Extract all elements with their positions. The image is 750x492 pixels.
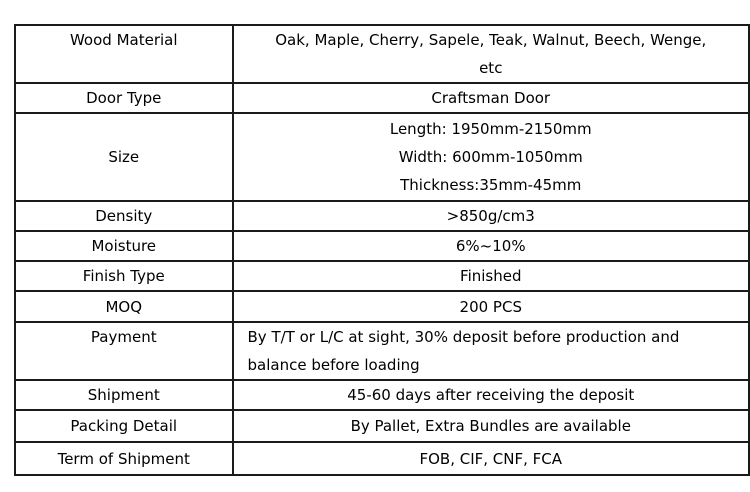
- spec-table-body: [15, 25, 749, 475]
- spec-value-term-of-shipment: [233, 442, 749, 475]
- spec-label-density: Density: [15, 201, 233, 231]
- table-row-finish-type: [15, 261, 749, 291]
- table-row-density: [15, 201, 749, 231]
- spec-value-line: Oak, Maple, Cherry, Sapele, Teak, Walnut, Beech, Wenge,: [275, 31, 707, 49]
- spec-label-shipment: Shipment: [15, 380, 233, 410]
- table-row-moisture: [15, 231, 749, 261]
- spec-value-payment: [233, 322, 749, 380]
- table-row-moq: [15, 291, 749, 322]
- spec-value-moq: [233, 291, 749, 322]
- spec-value-line: By Pallet, Extra Bundles are available: [350, 417, 631, 435]
- table-row-packing-detail: [15, 410, 749, 442]
- table-row-size: [15, 113, 749, 201]
- spec-value-finish-type: [233, 261, 749, 291]
- spec-value-line: Width: 600mm-1050mm: [398, 148, 583, 166]
- table-row-wood-material: [15, 25, 749, 83]
- spec-label-size: Size: [15, 113, 233, 201]
- spec-label-payment: Payment: [15, 322, 233, 380]
- spec-value-line: 45-60 days after receiving the deposit: [347, 386, 635, 404]
- spec-value-line: balance before loading: [247, 356, 420, 374]
- spec-value-wood-material: [233, 25, 749, 83]
- spec-value-density: [233, 201, 749, 231]
- spec-value-line: Length: 1950mm-2150mm: [389, 120, 592, 138]
- spec-label-moisture: Moisture: [15, 231, 233, 261]
- spec-value-line: FOB, CIF, CNF, FCA: [419, 449, 563, 468]
- spec-value-line: 200 PCS: [459, 297, 522, 316]
- table-row-door-type: [15, 83, 749, 113]
- spec-value-line: By T/T or L/C at sight, 30% deposit before production and: [247, 328, 680, 346]
- spec-label-wood-material: Wood Material: [15, 25, 233, 83]
- spec-value-moisture: [233, 231, 749, 261]
- spec-value-size: [233, 113, 749, 201]
- spec-value-line: etc: [479, 59, 503, 77]
- table-row-payment: [15, 322, 749, 380]
- spec-value-shipment: [233, 380, 749, 410]
- spec-value-packing-detail: [233, 410, 749, 442]
- spec-value-door-type: [233, 83, 749, 113]
- spec-value-line: Craftsman Door: [431, 89, 551, 107]
- spec-value-line: >850g/cm3: [446, 207, 535, 225]
- spec-label-packing-detail: Packing Detail: [15, 410, 233, 442]
- spec-value-line: 6%~10%: [455, 237, 526, 255]
- spec-label-door-type: Door Type: [15, 83, 233, 113]
- spec-label-term-of-shipment: Term of Shipment: [15, 442, 233, 475]
- spec-label-finish-type: Finish Type: [15, 261, 233, 291]
- spec-label-moq: MOQ: [15, 291, 233, 322]
- table-row-shipment: [15, 380, 749, 410]
- table-row-term-of-shipment: [15, 442, 749, 475]
- product-spec-table: [14, 24, 750, 476]
- spec-value-line: Finished: [460, 267, 522, 285]
- spec-value-line: Thickness:35mm-45mm: [400, 176, 582, 194]
